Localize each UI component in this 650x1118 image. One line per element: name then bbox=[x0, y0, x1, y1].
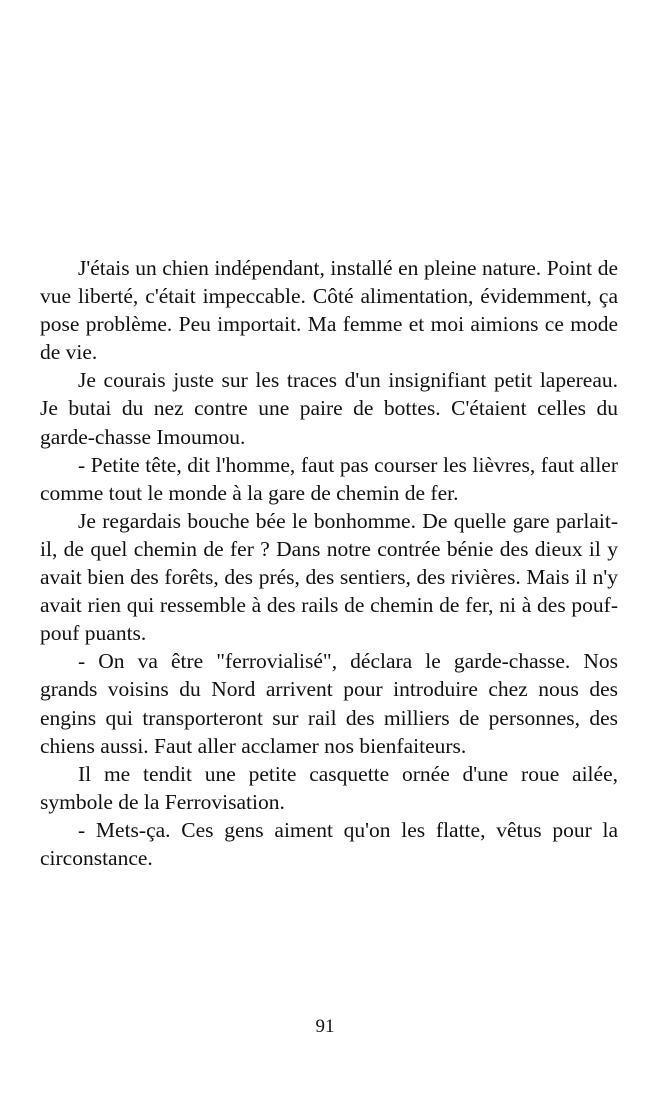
paragraph-1: J'étais un chien indépendant, installé en pleine nature. Point de vue liberté, c'était impeccable. Côté alimentation, évidemment, ça pose problème. Peu importait. Ma femme et moi aimions ce mode de vie. bbox=[40, 256, 618, 365]
paragraph-7: - Mets-ça. Ces gens aiment qu'on les flatte, vêtus pour la circonstance. bbox=[40, 817, 618, 870]
page-number: 91 bbox=[315, 1016, 335, 1037]
paragraph-2: Je courais juste sur les traces d'un insignifiant petit lapereau. Je butai du nez contre une paire de bottes. C'étaient celles du garde-chasse Imoumou. bbox=[40, 368, 618, 449]
paragraph-5: - On va être "ferrovialisé", déclara le garde-chasse. Nos grands voisins du Nord arrivent pour introduire chez nous des engins qui transporteront sur rail des milliers de personnes, des chiens aussi. Faut aller acclamer nos bienfaiteurs. bbox=[40, 649, 618, 758]
paragraph-4: Je regardais bouche bée le bonhomme. De quelle gare parlait-il, de quel chemin de fer ? Dans notre contrée bénie des dieux il y avait bien des forêts, des prés, des sentiers, des rivières. Mais il n'y avait rien qui ressemble à des rails de chemin de fer, ni à des pouf-pouf puants. bbox=[40, 508, 618, 646]
paragraph-6: Il me tendit une petite casquette ornée d'une roue ailée, symbole de la Ferrovisation. bbox=[40, 761, 618, 814]
body-text bbox=[40, 254, 618, 872]
paragraph-3: - Petite tête, dit l'homme, faut pas courser les lièvres, faut aller comme tout le monde à la gare de chemin de fer. bbox=[40, 452, 618, 505]
